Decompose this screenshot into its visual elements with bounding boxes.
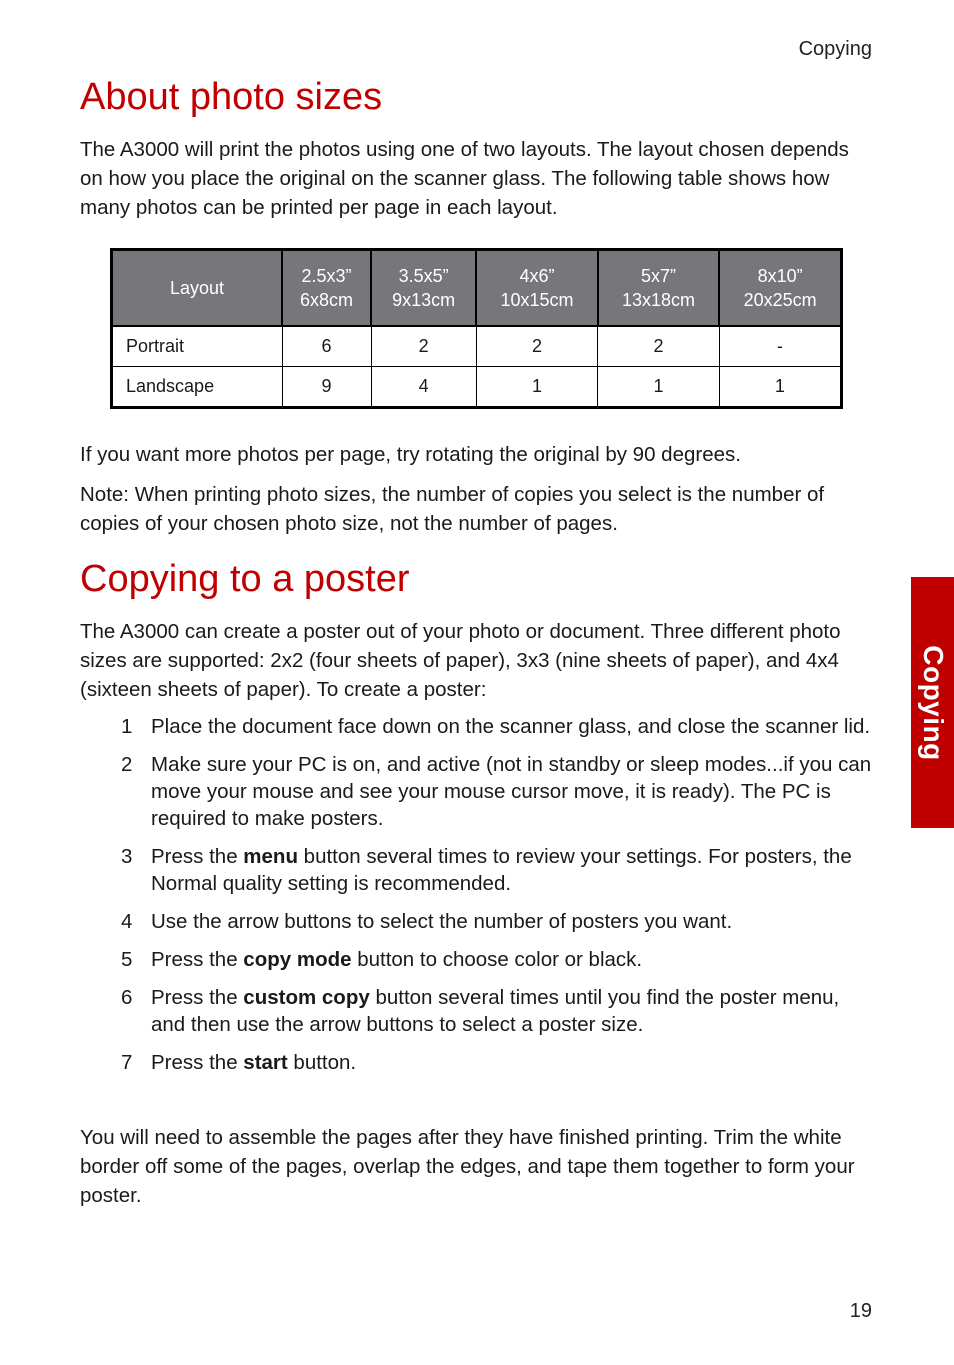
table-header-cell: 5x7” 13x18cm — [598, 250, 719, 327]
table-cell: 6 — [282, 326, 371, 367]
table-header-cell: 8x10” 20x25cm — [719, 250, 841, 327]
list-item: 4 Use the arrow buttons to select the number of posters you want. — [121, 910, 733, 933]
section-side-tab — [911, 577, 954, 828]
table-cell: 1 — [719, 367, 841, 408]
list-item: 1 Place the document face down on the scanner glass, and close the scanner lid. — [121, 715, 871, 738]
table-header-cell: 3.5x5” 9x13cm — [371, 250, 476, 327]
table-cell: 2 — [371, 326, 476, 367]
table-header-cell: 4x6” 10x15cm — [476, 250, 597, 327]
table-header-row — [112, 250, 842, 327]
rotation-tip: If you want more photos per page, try rotating the original by 90 degrees. — [80, 443, 741, 466]
table-row — [112, 367, 842, 408]
poster-intro: The A3000 can create a poster out of your photo or document. Three different photo sizes are supported: 2x2 (four sheets of paper), 3x3 (nine sheets of paper), and 4x4 (sixteen sheets of paper). To create a poster: — [80, 620, 841, 701]
table-cell: Portrait — [112, 326, 283, 367]
section-title-photo-sizes: About photo sizes — [80, 76, 383, 118]
table-cell: 2 — [598, 326, 719, 367]
list-item: 5 Press the copy mode button to choose color or black. — [121, 948, 643, 971]
table-cell: 1 — [476, 367, 597, 408]
table-cell: 2 — [476, 326, 597, 367]
table-cell: 1 — [598, 367, 719, 408]
side-tab-label: Copying — [917, 644, 949, 761]
photo-sizes-table — [110, 248, 843, 409]
poster-steps-list — [80, 713, 875, 1087]
list-item: 2 Make sure your PC is on, and active (not in standby or sleep modes...if you can move your mouse and see your mouse cursor move, it is ready). The PC is required to make posters. — [121, 753, 872, 830]
table-cell: - — [719, 326, 841, 367]
table-header-cell: 2.5x3” 6x8cm — [282, 250, 371, 327]
section-title-poster: Copying to a poster — [80, 558, 410, 600]
table-cell: Landscape — [112, 367, 283, 408]
table-cell: 9 — [282, 367, 371, 408]
photo-sizes-intro: The A3000 will print the photos using one of two layouts. The layout chosen depends on how you place the original on the scanner glass. The following table shows how many photos can be printed per page in each layout. — [80, 138, 849, 219]
list-item: 7 Press the start button. — [121, 1051, 357, 1074]
table-header-cell: Layout — [112, 250, 283, 327]
table-row — [112, 326, 842, 367]
page-number: 19 — [849, 1300, 872, 1322]
table-cell: 4 — [371, 367, 476, 408]
list-item: 3 Press the menu button several times to review your settings. For posters, the Normal quality setting is recommended. — [121, 845, 852, 895]
list-item: 6 Press the custom copy button several times until you find the poster menu, and then use the arrow buttons to select a poster size. — [121, 986, 840, 1036]
poster-closing: You will need to assemble the pages after they have finished printing. Trim the white border off some of the pages, overlap the edges, and tape them together to form your poster. — [80, 1126, 855, 1207]
copies-note: Note: When printing photo sizes, the number of copies you select is the number of copies of your chosen photo size, not the number of pages. — [80, 483, 825, 535]
running-header: Copying — [798, 38, 872, 60]
